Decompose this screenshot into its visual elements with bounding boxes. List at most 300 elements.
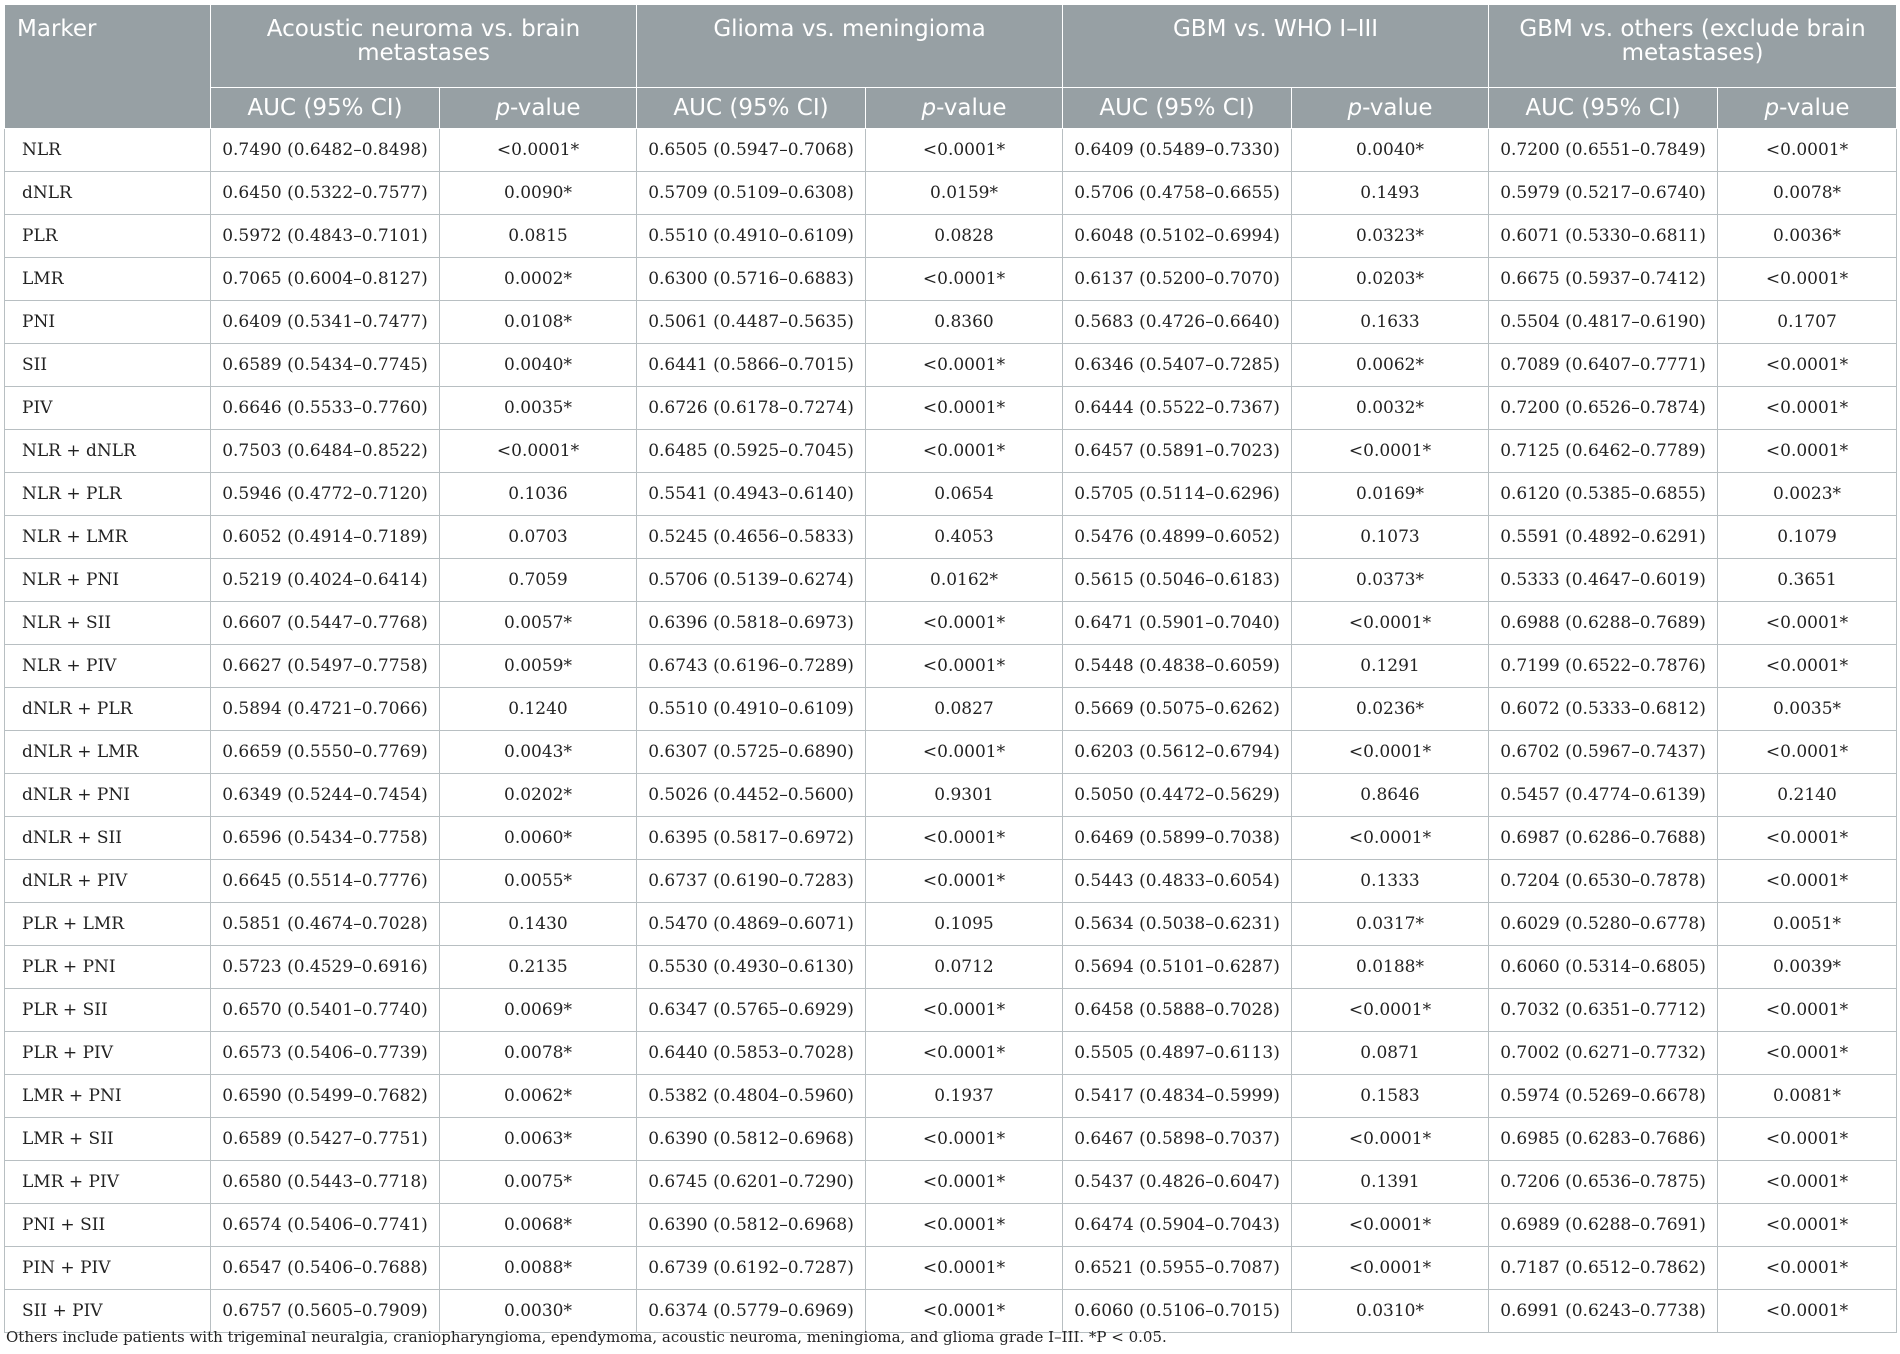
auc-cell: 0.7200 (0.6551–0.7849)	[1489, 129, 1718, 172]
p-value-cell: 0.0036*	[1718, 215, 1897, 258]
p-value-cell: <0.0001*	[1292, 1118, 1489, 1161]
marker-cell: SII + PIV	[5, 1290, 211, 1333]
p-value-cell: 0.0039*	[1718, 946, 1897, 989]
p-value-cell: <0.0001*	[866, 817, 1063, 860]
auc-cell: 0.6441 (0.5866–0.7015)	[637, 344, 866, 387]
p-value-cell: <0.0001*	[866, 258, 1063, 301]
auc-cell: 0.5443 (0.4833–0.6054)	[1063, 860, 1292, 903]
auc-cell: 0.6137 (0.5200–0.7070)	[1063, 258, 1292, 301]
p-value-cell: 0.8360	[866, 301, 1063, 344]
p-value-cell: <0.0001*	[1292, 731, 1489, 774]
p-letter: p	[1764, 95, 1780, 121]
table-row	[5, 1161, 1897, 1204]
auc-cell: 0.5541 (0.4943–0.6140)	[637, 473, 866, 516]
p-value-cell: <0.0001*	[866, 1032, 1063, 1075]
p-suffix: -value	[936, 95, 1007, 121]
auc-cell: 0.6395 (0.5817–0.6972)	[637, 817, 866, 860]
p-value-cell: 0.0062*	[440, 1075, 637, 1118]
group-header-gbm-vs-others: GBM vs. others (exclude brain metastases)	[1489, 5, 1897, 88]
table-row	[5, 1075, 1897, 1118]
auc-cell: 0.6029 (0.5280–0.6778)	[1489, 903, 1718, 946]
marker-cell: PLR + PNI	[5, 946, 211, 989]
p-value-cell: 0.0040*	[1292, 129, 1489, 172]
p-value-cell: 0.0081*	[1718, 1075, 1897, 1118]
table-row	[5, 387, 1897, 430]
table-row	[5, 301, 1897, 344]
auc-cell: 0.6120 (0.5385–0.6855)	[1489, 473, 1718, 516]
p-value-cell: 0.0815	[440, 215, 637, 258]
auc-cell: 0.7187 (0.6512–0.7862)	[1489, 1247, 1718, 1290]
auc-cell: 0.5669 (0.5075–0.6262)	[1063, 688, 1292, 731]
marker-cell: NLR + PNI	[5, 559, 211, 602]
auc-cell: 0.5709 (0.5109–0.6308)	[637, 172, 866, 215]
table-row	[5, 559, 1897, 602]
p-value-cell: <0.0001*	[866, 1247, 1063, 1290]
marker-cell: LMR + SII	[5, 1118, 211, 1161]
table-row	[5, 344, 1897, 387]
auc-cell: 0.6745 (0.6201–0.7290)	[637, 1161, 866, 1204]
p-value-cell: 0.0828	[866, 215, 1063, 258]
p-suffix: -value	[510, 95, 581, 121]
p-value-cell: <0.0001*	[1718, 860, 1897, 903]
auc-cell: 0.6739 (0.6192–0.7287)	[637, 1247, 866, 1290]
p-value-cell: 0.0088*	[440, 1247, 637, 1290]
auc-cell: 0.6737 (0.6190–0.7283)	[637, 860, 866, 903]
p-value-cell: <0.0001*	[866, 1118, 1063, 1161]
marker-cell: NLR	[5, 129, 211, 172]
p-letter: p	[1347, 95, 1363, 121]
marker-cell: PIV	[5, 387, 211, 430]
table-row	[5, 688, 1897, 731]
p-value-cell: <0.0001*	[866, 1204, 1063, 1247]
auc-cell: 0.7065 (0.6004–0.8127)	[211, 258, 440, 301]
p-value-cell: <0.0001*	[1292, 989, 1489, 1032]
p-value-cell: 0.0043*	[440, 731, 637, 774]
header-row-groups	[5, 5, 1897, 88]
auc-cell: 0.6048 (0.5102–0.6994)	[1063, 215, 1292, 258]
p-value-cell: <0.0001*	[1718, 1161, 1897, 1204]
p-value-cell: 0.0069*	[440, 989, 637, 1032]
p-value-cell: 0.0654	[866, 473, 1063, 516]
p-value-cell: <0.0001*	[866, 1290, 1063, 1333]
p-value-cell: 0.1430	[440, 903, 637, 946]
auc-cell: 0.5219 (0.4024–0.6414)	[211, 559, 440, 602]
table-row	[5, 1032, 1897, 1075]
auc-cell: 0.6547 (0.5406–0.7688)	[211, 1247, 440, 1290]
p-value-cell: 0.0035*	[1718, 688, 1897, 731]
auc-cell: 0.5974 (0.5269–0.6678)	[1489, 1075, 1718, 1118]
auc-cell: 0.6444 (0.5522–0.7367)	[1063, 387, 1292, 430]
p-letter: p	[921, 95, 937, 121]
auc-cell: 0.6987 (0.6286–0.7688)	[1489, 817, 1718, 860]
auc-cell: 0.6589 (0.5434–0.7745)	[211, 344, 440, 387]
auc-cell: 0.7089 (0.6407–0.7771)	[1489, 344, 1718, 387]
auc-cell: 0.5723 (0.4529–0.6916)	[211, 946, 440, 989]
p-value-cell: 0.0317*	[1292, 903, 1489, 946]
auc-cell: 0.7204 (0.6530–0.7878)	[1489, 860, 1718, 903]
p-value-header	[1292, 88, 1489, 129]
auc-cell: 0.5683 (0.4726–0.6640)	[1063, 301, 1292, 344]
auc-header: AUC (95% CI)	[1489, 88, 1718, 129]
auc-cell: 0.6203 (0.5612–0.6794)	[1063, 731, 1292, 774]
p-value-cell: <0.0001*	[1718, 817, 1897, 860]
p-value-cell: 0.0002*	[440, 258, 637, 301]
results-table	[4, 4, 1897, 1333]
p-value-cell: <0.0001*	[1292, 602, 1489, 645]
auc-cell: 0.6474 (0.5904–0.7043)	[1063, 1204, 1292, 1247]
auc-cell: 0.6607 (0.5447–0.7768)	[211, 602, 440, 645]
auc-cell: 0.5333 (0.4647–0.6019)	[1489, 559, 1718, 602]
auc-cell: 0.5476 (0.4899–0.6052)	[1063, 516, 1292, 559]
p-value-cell: 0.0063*	[440, 1118, 637, 1161]
marker-cell: NLR + SII	[5, 602, 211, 645]
auc-cell: 0.6596 (0.5434–0.7758)	[211, 817, 440, 860]
marker-cell: dNLR + PIV	[5, 860, 211, 903]
auc-cell: 0.6390 (0.5812–0.6968)	[637, 1204, 866, 1247]
marker-cell: PLR + SII	[5, 989, 211, 1032]
p-value-cell: <0.0001*	[866, 344, 1063, 387]
marker-cell: dNLR	[5, 172, 211, 215]
group-header-gbm-vs-who: GBM vs. WHO I–III	[1063, 5, 1489, 88]
p-value-cell: <0.0001*	[1718, 989, 1897, 1032]
p-value-cell: 0.2135	[440, 946, 637, 989]
p-suffix: -value	[1362, 95, 1433, 121]
p-value-cell: 0.0078*	[440, 1032, 637, 1075]
p-value-cell: 0.8646	[1292, 774, 1489, 817]
auc-cell: 0.6374 (0.5779–0.6969)	[637, 1290, 866, 1333]
auc-cell: 0.5457 (0.4774–0.6139)	[1489, 774, 1718, 817]
auc-cell: 0.6467 (0.5898–0.7037)	[1063, 1118, 1292, 1161]
marker-cell: dNLR + PLR	[5, 688, 211, 731]
marker-cell: PIN + PIV	[5, 1247, 211, 1290]
p-value-cell: 0.1095	[866, 903, 1063, 946]
p-value-cell: 0.0060*	[440, 817, 637, 860]
marker-cell: dNLR + SII	[5, 817, 211, 860]
p-value-cell: 0.0055*	[440, 860, 637, 903]
p-value-cell: <0.0001*	[866, 731, 1063, 774]
p-value-cell: 0.1707	[1718, 301, 1897, 344]
auc-cell: 0.6469 (0.5899–0.7038)	[1063, 817, 1292, 860]
auc-cell: 0.6988 (0.6288–0.7689)	[1489, 602, 1718, 645]
p-value-cell: <0.0001*	[1718, 1032, 1897, 1075]
p-value-header	[440, 88, 637, 129]
marker-cell: PNI	[5, 301, 211, 344]
p-value-cell: <0.0001*	[1718, 344, 1897, 387]
p-value-cell: 0.0703	[440, 516, 637, 559]
auc-cell: 0.6573 (0.5406–0.7739)	[211, 1032, 440, 1075]
marker-cell: NLR + LMR	[5, 516, 211, 559]
p-value-cell: 0.0236*	[1292, 688, 1489, 731]
auc-cell: 0.6702 (0.5967–0.7437)	[1489, 731, 1718, 774]
auc-cell: 0.6757 (0.5605–0.7909)	[211, 1290, 440, 1333]
auc-cell: 0.7002 (0.6271–0.7732)	[1489, 1032, 1718, 1075]
auc-cell: 0.5894 (0.4721–0.7066)	[211, 688, 440, 731]
auc-cell: 0.5026 (0.4452–0.5600)	[637, 774, 866, 817]
p-value-cell: 0.0078*	[1718, 172, 1897, 215]
auc-cell: 0.7206 (0.6536–0.7875)	[1489, 1161, 1718, 1204]
marker-cell: PLR + LMR	[5, 903, 211, 946]
p-value-cell: 0.9301	[866, 774, 1063, 817]
auc-cell: 0.6060 (0.5106–0.7015)	[1063, 1290, 1292, 1333]
auc-cell: 0.5946 (0.4772–0.7120)	[211, 473, 440, 516]
auc-cell: 0.5050 (0.4472–0.5629)	[1063, 774, 1292, 817]
auc-cell: 0.6645 (0.5514–0.7776)	[211, 860, 440, 903]
p-value-cell: <0.0001*	[1292, 1247, 1489, 1290]
auc-cell: 0.5979 (0.5217–0.6740)	[1489, 172, 1718, 215]
p-value-cell: <0.0001*	[866, 129, 1063, 172]
auc-header: AUC (95% CI)	[1063, 88, 1292, 129]
auc-cell: 0.6409 (0.5489–0.7330)	[1063, 129, 1292, 172]
marker-cell: PLR + PIV	[5, 1032, 211, 1075]
marker-cell: NLR + PLR	[5, 473, 211, 516]
p-value-cell: <0.0001*	[1292, 430, 1489, 473]
auc-cell: 0.7032 (0.6351–0.7712)	[1489, 989, 1718, 1032]
auc-cell: 0.6589 (0.5427–0.7751)	[211, 1118, 440, 1161]
p-value-cell: <0.0001*	[1718, 1118, 1897, 1161]
p-value-cell: 0.3651	[1718, 559, 1897, 602]
marker-cell: NLR + PIV	[5, 645, 211, 688]
auc-cell: 0.6349 (0.5244–0.7454)	[211, 774, 440, 817]
auc-cell: 0.6991 (0.6243–0.7738)	[1489, 1290, 1718, 1333]
auc-cell: 0.6060 (0.5314–0.6805)	[1489, 946, 1718, 989]
auc-cell: 0.7125 (0.6462–0.7789)	[1489, 430, 1718, 473]
p-value-cell: 0.0323*	[1292, 215, 1489, 258]
p-value-cell: <0.0001*	[866, 860, 1063, 903]
auc-cell: 0.5851 (0.4674–0.7028)	[211, 903, 440, 946]
p-value-cell: 0.1291	[1292, 645, 1489, 688]
p-value-cell: 0.0202*	[440, 774, 637, 817]
auc-cell: 0.6071 (0.5330–0.6811)	[1489, 215, 1718, 258]
p-value-cell: <0.0001*	[1718, 645, 1897, 688]
p-value-cell: <0.0001*	[1718, 731, 1897, 774]
p-value-cell: <0.0001*	[1718, 129, 1897, 172]
auc-cell: 0.5972 (0.4843–0.7101)	[211, 215, 440, 258]
auc-cell: 0.6471 (0.5901–0.7040)	[1063, 602, 1292, 645]
p-value-cell: <0.0001*	[440, 129, 637, 172]
p-value-cell: <0.0001*	[1292, 817, 1489, 860]
p-value-cell: 0.1493	[1292, 172, 1489, 215]
table-row	[5, 946, 1897, 989]
table-row	[5, 1204, 1897, 1247]
auc-cell: 0.6052 (0.4914–0.7189)	[211, 516, 440, 559]
p-value-cell: 0.1633	[1292, 301, 1489, 344]
p-value-header	[866, 88, 1063, 129]
p-value-cell: 0.2140	[1718, 774, 1897, 817]
p-value-cell: <0.0001*	[866, 645, 1063, 688]
p-value-cell: 0.1937	[866, 1075, 1063, 1118]
p-value-cell: 0.0871	[1292, 1032, 1489, 1075]
p-value-cell: 0.0373*	[1292, 559, 1489, 602]
p-value-cell: 0.0827	[866, 688, 1063, 731]
p-value-cell: 0.0712	[866, 946, 1063, 989]
table-row	[5, 989, 1897, 1032]
auc-cell: 0.6457 (0.5891–0.7023)	[1063, 430, 1292, 473]
auc-cell: 0.7200 (0.6526–0.7874)	[1489, 387, 1718, 430]
p-value-cell: 0.0035*	[440, 387, 637, 430]
p-value-cell: 0.0162*	[866, 559, 1063, 602]
auc-cell: 0.6396 (0.5818–0.6973)	[637, 602, 866, 645]
table-row	[5, 516, 1897, 559]
table-row	[5, 129, 1897, 172]
p-value-cell: 0.1240	[440, 688, 637, 731]
marker-column-header: Marker	[5, 5, 211, 129]
table-footnote: Others include patients with trigeminal neuralgia, craniopharyngioma, ependymoma, acoustic neuroma, meningioma, and glioma grade I–III. *P < 0.05.	[6, 1328, 1167, 1346]
auc-cell: 0.5510 (0.4910–0.6109)	[637, 688, 866, 731]
auc-header: AUC (95% CI)	[637, 88, 866, 129]
auc-cell: 0.7199 (0.6522–0.7876)	[1489, 645, 1718, 688]
auc-cell: 0.5510 (0.4910–0.6109)	[637, 215, 866, 258]
table-row	[5, 1290, 1897, 1333]
table-row	[5, 817, 1897, 860]
table-row	[5, 258, 1897, 301]
p-value-cell: 0.1036	[440, 473, 637, 516]
p-value-cell: 0.0057*	[440, 602, 637, 645]
auc-cell: 0.7490 (0.6482–0.8498)	[211, 129, 440, 172]
p-value-cell: <0.0001*	[866, 989, 1063, 1032]
p-value-cell: <0.0001*	[866, 1161, 1063, 1204]
p-value-cell: 0.0203*	[1292, 258, 1489, 301]
p-value-cell: <0.0001*	[866, 387, 1063, 430]
p-value-cell: 0.0068*	[440, 1204, 637, 1247]
marker-cell: LMR + PNI	[5, 1075, 211, 1118]
p-value-cell: <0.0001*	[1718, 430, 1897, 473]
auc-cell: 0.7503 (0.6484–0.8522)	[211, 430, 440, 473]
p-value-cell: 0.0188*	[1292, 946, 1489, 989]
auc-cell: 0.6300 (0.5716–0.6883)	[637, 258, 866, 301]
p-value-cell: <0.0001*	[866, 430, 1063, 473]
table-row	[5, 903, 1897, 946]
auc-cell: 0.6743 (0.6196–0.7289)	[637, 645, 866, 688]
p-value-cell: 0.0108*	[440, 301, 637, 344]
p-value-cell: 0.1073	[1292, 516, 1489, 559]
table-row	[5, 774, 1897, 817]
p-value-cell: 0.0169*	[1292, 473, 1489, 516]
auc-cell: 0.5470 (0.4869–0.6071)	[637, 903, 866, 946]
auc-cell: 0.6505 (0.5947–0.7068)	[637, 129, 866, 172]
auc-cell: 0.6985 (0.6283–0.7686)	[1489, 1118, 1718, 1161]
marker-cell: SII	[5, 344, 211, 387]
auc-cell: 0.6521 (0.5955–0.7087)	[1063, 1247, 1292, 1290]
auc-cell: 0.6450 (0.5322–0.7577)	[211, 172, 440, 215]
p-value-cell: 0.0090*	[440, 172, 637, 215]
p-value-cell: 0.0030*	[440, 1290, 637, 1333]
table-row	[5, 1247, 1897, 1290]
auc-cell: 0.6590 (0.5499–0.7682)	[211, 1075, 440, 1118]
p-value-cell: <0.0001*	[1718, 1290, 1897, 1333]
table-row	[5, 215, 1897, 258]
auc-cell: 0.5615 (0.5046–0.6183)	[1063, 559, 1292, 602]
auc-cell: 0.5634 (0.5038–0.6231)	[1063, 903, 1292, 946]
p-value-cell: 0.7059	[440, 559, 637, 602]
auc-cell: 0.6570 (0.5401–0.7740)	[211, 989, 440, 1032]
p-value-cell: 0.0075*	[440, 1161, 637, 1204]
auc-cell: 0.6574 (0.5406–0.7741)	[211, 1204, 440, 1247]
table-row	[5, 172, 1897, 215]
auc-cell: 0.6307 (0.5725–0.6890)	[637, 731, 866, 774]
marker-cell: LMR	[5, 258, 211, 301]
auc-cell: 0.5530 (0.4930–0.6130)	[637, 946, 866, 989]
p-suffix: -value	[1779, 95, 1850, 121]
auc-cell: 0.5504 (0.4817–0.6190)	[1489, 301, 1718, 344]
auc-cell: 0.6072 (0.5333–0.6812)	[1489, 688, 1718, 731]
marker-cell: dNLR + LMR	[5, 731, 211, 774]
group-header-acoustic-vs-metastases: Acoustic neuroma vs. brain metastases	[211, 5, 637, 88]
marker-cell: PLR	[5, 215, 211, 258]
p-value-cell: <0.0001*	[866, 602, 1063, 645]
p-value-cell: <0.0001*	[1718, 1204, 1897, 1247]
auc-cell: 0.6347 (0.5765–0.6929)	[637, 989, 866, 1032]
auc-cell: 0.6458 (0.5888–0.7028)	[1063, 989, 1292, 1032]
auc-cell: 0.6390 (0.5812–0.6968)	[637, 1118, 866, 1161]
auc-cell: 0.5448 (0.4838–0.6059)	[1063, 645, 1292, 688]
auc-cell: 0.5705 (0.5114–0.6296)	[1063, 473, 1292, 516]
p-value-cell: 0.1583	[1292, 1075, 1489, 1118]
auc-cell: 0.6726 (0.6178–0.7274)	[637, 387, 866, 430]
table-body	[5, 129, 1897, 1333]
table-row	[5, 1118, 1897, 1161]
p-value-cell: 0.0023*	[1718, 473, 1897, 516]
table-row	[5, 645, 1897, 688]
auc-cell: 0.6346 (0.5407–0.7285)	[1063, 344, 1292, 387]
auc-cell: 0.6580 (0.5443–0.7718)	[211, 1161, 440, 1204]
auc-cell: 0.5245 (0.4656–0.5833)	[637, 516, 866, 559]
auc-cell: 0.6646 (0.5533–0.7760)	[211, 387, 440, 430]
table-row	[5, 602, 1897, 645]
table-row	[5, 430, 1897, 473]
marker-cell: LMR + PIV	[5, 1161, 211, 1204]
p-value-cell: 0.0040*	[440, 344, 637, 387]
p-value-cell: <0.0001*	[1718, 387, 1897, 430]
p-value-cell: <0.0001*	[1292, 1204, 1489, 1247]
p-value-cell: 0.0310*	[1292, 1290, 1489, 1333]
auc-cell: 0.5382 (0.4804–0.5960)	[637, 1075, 866, 1118]
auc-cell: 0.6440 (0.5853–0.7028)	[637, 1032, 866, 1075]
p-value-cell: <0.0001*	[1718, 258, 1897, 301]
auc-cell: 0.5706 (0.4758–0.6655)	[1063, 172, 1292, 215]
p-value-cell: 0.0032*	[1292, 387, 1489, 430]
marker-cell: dNLR + PNI	[5, 774, 211, 817]
auc-cell: 0.6627 (0.5497–0.7758)	[211, 645, 440, 688]
auc-cell: 0.5417 (0.4834–0.5999)	[1063, 1075, 1292, 1118]
table-row	[5, 473, 1897, 516]
auc-header: AUC (95% CI)	[211, 88, 440, 129]
p-value-header	[1718, 88, 1897, 129]
auc-cell: 0.6659 (0.5550–0.7769)	[211, 731, 440, 774]
auc-cell: 0.5061 (0.4487–0.5635)	[637, 301, 866, 344]
p-value-cell: <0.0001*	[1718, 1247, 1897, 1290]
auc-cell: 0.6989 (0.6288–0.7691)	[1489, 1204, 1718, 1247]
p-value-cell: 0.1079	[1718, 516, 1897, 559]
p-value-cell: 0.1391	[1292, 1161, 1489, 1204]
auc-cell: 0.5505 (0.4897–0.6113)	[1063, 1032, 1292, 1075]
p-value-cell: 0.1333	[1292, 860, 1489, 903]
p-value-cell: <0.0001*	[1718, 602, 1897, 645]
p-value-cell: <0.0001*	[440, 430, 637, 473]
table-row	[5, 860, 1897, 903]
p-value-cell: 0.0059*	[440, 645, 637, 688]
p-value-cell: 0.4053	[866, 516, 1063, 559]
marker-cell: PNI + SII	[5, 1204, 211, 1247]
auc-cell: 0.5437 (0.4826–0.6047)	[1063, 1161, 1292, 1204]
table-row	[5, 731, 1897, 774]
auc-cell: 0.5694 (0.5101–0.6287)	[1063, 946, 1292, 989]
p-value-cell: 0.0159*	[866, 172, 1063, 215]
auc-cell: 0.6409 (0.5341–0.7477)	[211, 301, 440, 344]
p-value-cell: 0.0051*	[1718, 903, 1897, 946]
auc-cell: 0.6485 (0.5925–0.7045)	[637, 430, 866, 473]
p-value-cell: 0.0062*	[1292, 344, 1489, 387]
header-row-metrics	[5, 88, 1897, 129]
